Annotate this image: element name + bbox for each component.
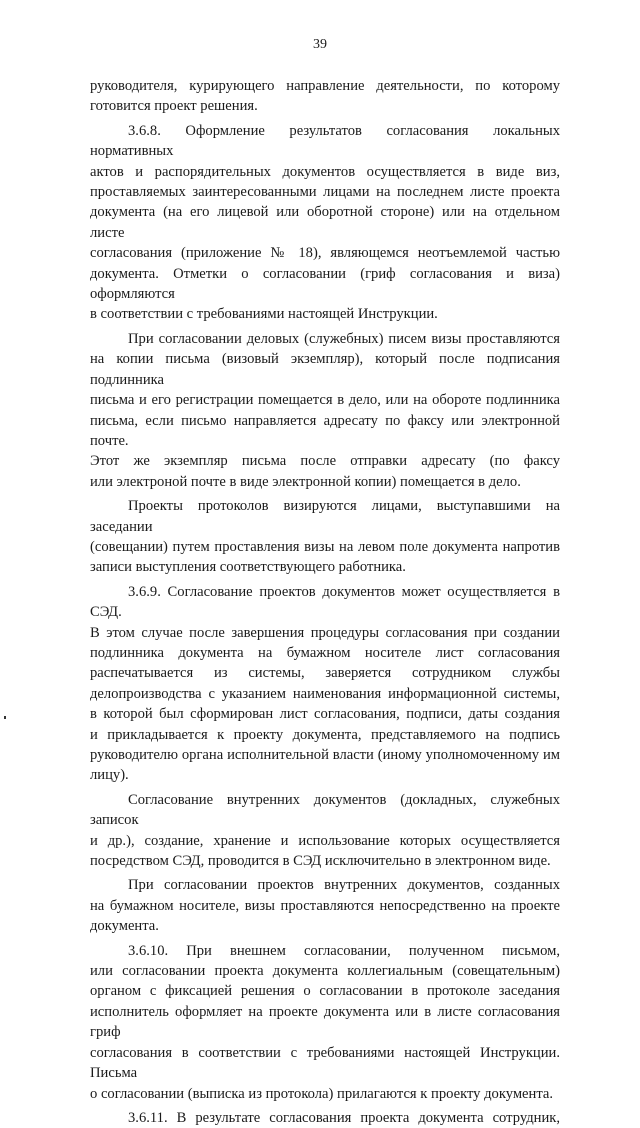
paragraph-line: При согласовании проектов внутренних документов, созданных xyxy=(128,877,560,894)
paragraph-line: посредством СЭД, проводится в СЭД исключительно в электронном виде. xyxy=(90,853,551,870)
paragraph-line: (совещании) путем проставления визы на левом поле документа напротив xyxy=(90,538,560,555)
paragraph-line: или электроной почте в виде электронной копии) помещается в дело. xyxy=(90,473,521,490)
paragraph-line: Проекты протоколов визируются лицами, выступавшими на заседании xyxy=(90,498,560,535)
paragraph-line: руководителю органа исполнительной власти (иному уполномоченному им xyxy=(90,747,560,763)
paragraph-line: документа. xyxy=(90,918,159,935)
paragraph-line: распечатывается из системы, заверяется сотрудником службы xyxy=(90,665,560,682)
paragraph-line: документа. Отметки о согласовании (гриф согласования и виза) оформляются xyxy=(90,265,560,303)
paragraph-line: органом с фиксацией решения о согласовании в протоколе заседания xyxy=(90,983,560,1000)
paragraph xyxy=(90,121,560,325)
paragraph-line: При согласовании деловых (служебных) писем визы проставляются xyxy=(128,330,560,347)
paragraph-line: на бумажном носителе, визы проставляются непосредственно на проекте xyxy=(90,897,560,914)
paragraph xyxy=(90,875,560,936)
paragraph xyxy=(90,941,560,1104)
paragraph-line: или согласовании проекта документа коллегиальным (совещательным) xyxy=(90,963,560,980)
paragraph-line: согласования (приложение № 18), являющемся неотъемлемой частью xyxy=(90,245,560,262)
paragraph-line: Этот же экземпляр письма после отправки адресату (по факсу xyxy=(90,453,560,470)
paragraph-line: исполнитель оформляет на проекте документа или в листе согласования гриф xyxy=(90,1003,560,1041)
paragraph-line: 3.6.8. Оформление результатов согласования локальных нормативных xyxy=(90,122,560,160)
paragraph-line: о согласовании (выписка из протокола) прилагаются к проекту документа. xyxy=(90,1085,554,1102)
paragraph-line: В этом случае после завершения процедуры согласования при создании xyxy=(90,624,560,641)
paragraph xyxy=(90,1108,560,1128)
paragraph xyxy=(90,329,560,492)
paragraph-line: в которой был сформирован лист согласования, подписи, даты создания xyxy=(90,706,560,723)
paragraph-line: согласования в соответствии с требованиями настоящей Инструкции. Письма xyxy=(90,1044,560,1082)
paragraph-line: в соответствии с требованиями настоящей Инструкции. xyxy=(90,306,438,323)
paragraph-line: письма и его регистрации помещается в дело, или на обороте подлинника xyxy=(90,392,560,409)
paragraph-line: Согласование внутренних документов (докладных, служебных записок xyxy=(90,791,560,829)
page-number: 39 xyxy=(313,37,327,52)
paragraph-line: подлинника документа на бумажном носителе лист согласования xyxy=(90,644,560,661)
paragraph-line: на копии письма (визовый экземпляр), который после подписания подлинника xyxy=(90,351,560,388)
paragraph-line: 3.6.11. В результате согласования проекта документа сотрудник, xyxy=(128,1109,560,1126)
paragraph xyxy=(90,582,560,786)
paragraph-line: руководителя, курирующего направление деятельности, по которому xyxy=(90,78,560,94)
paragraph-line: 3.6.10. При внешнем согласовании, полученном письмом, xyxy=(128,942,560,959)
document-body xyxy=(90,76,560,1128)
paragraph-line: лицу). xyxy=(90,767,129,784)
paragraph-line: документа (на его лицевой или оборотной стороне) или на отдельном листе xyxy=(90,204,560,241)
paragraph-line: актов и распорядительных документов осуществляется в виде виз, xyxy=(90,163,560,180)
paragraph-line: и др.), создание, хранение и использование которых осуществляется xyxy=(90,832,560,849)
paragraph-line: и прикладывается к проекту документа, представляемого на подпись xyxy=(90,726,560,743)
paragraph xyxy=(90,76,560,117)
paragraph-line: 3.6.9. Согласование проектов документов может осуществляется в СЭД. xyxy=(90,583,560,621)
paragraph xyxy=(90,496,560,578)
paragraph-line: проставляемых заинтересованными лицами на последнем листе проекта xyxy=(90,184,560,201)
paragraph-line: готовится проект решения. xyxy=(90,98,258,115)
paragraph-line: делопроизводства с указанием наименования информационной системы, xyxy=(90,685,560,702)
paragraph xyxy=(90,790,560,872)
scan-edge-mark xyxy=(4,716,6,719)
paragraph-line: письма, если письмо направляется адресату по факсу или электронной почте. xyxy=(90,412,560,449)
paragraph-line: записи выступления соответствующего работника. xyxy=(90,559,406,576)
